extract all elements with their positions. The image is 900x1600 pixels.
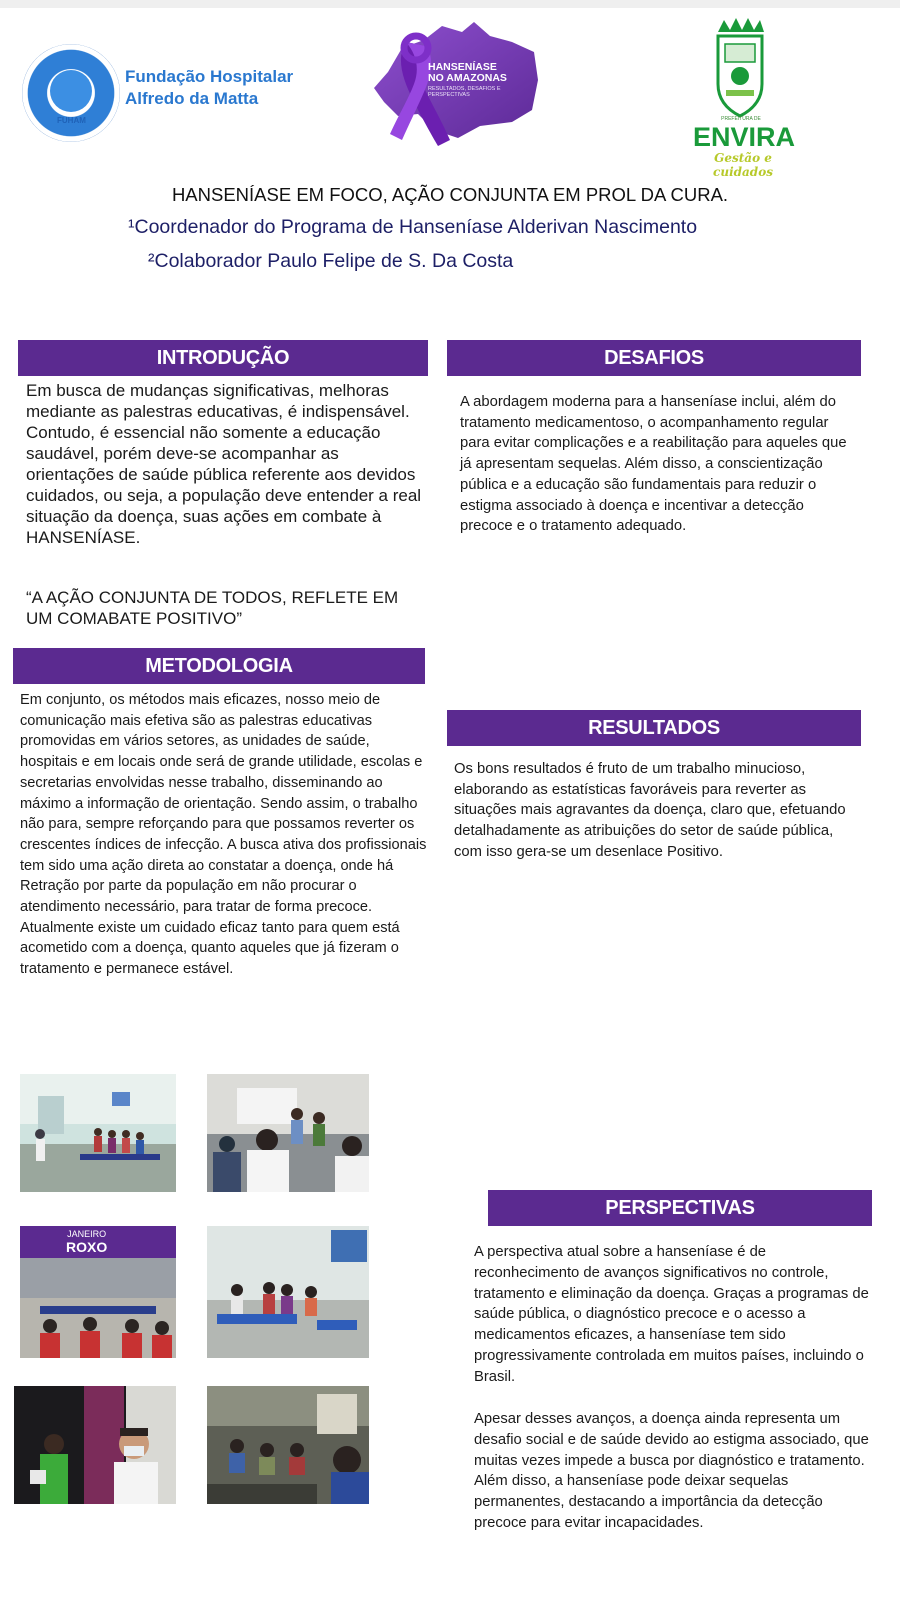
envira-prefix: PREFEITURA DE [721, 116, 761, 122]
photo-janeiro-roxo [20, 1226, 176, 1358]
event-logo-title-line2: NO AMAZONAS [428, 72, 507, 84]
resultados-text: Os bons resultados é fruto de um trabalho minucioso, elaborando as estatísticas favoráveis para reverter as situações mais agravantes da doença, claro que, efetuando detalhadamente as atribuições do setor de saúde pública, com isso gera-se um desenlace Positivo. [454, 761, 846, 860]
photo-meeting-room [207, 1386, 369, 1504]
event-ribbon-logo [362, 18, 542, 150]
photo-staff-masked [14, 1386, 176, 1504]
perspectivas-text-2: Apesar desses avanços, a doença ainda representa um desafio social e de saúde devido ao estigma associado, que muitas vezes impede a busca por diagnóstico e tratamento. Além disso, a hanseníase pode deixar sequelas permanentes, destacando a importância da detecção precoce para evitar incapacidades. [474, 1411, 869, 1531]
section-heading-introducao: INTRODUÇÃO [18, 340, 428, 376]
roxo-label: ROXO [66, 1239, 108, 1255]
top-strip [0, 0, 900, 8]
envira-crest-icon [714, 18, 766, 118]
perspectivas-text-1: A perspectiva atual sobre a hanseníase é de reconhecimento de avanços significativos no controle, tratamento e eliminação da doença. Graças a programas de saúde pública, o diagnóstico precoce e o acesso a medicamentos eficazes, a hanseníase tem sido progressivamente controlada em muitos países, incluindo o Brasil. [474, 1244, 869, 1385]
fuham-logo-emblem [50, 70, 92, 112]
fuham-name [125, 66, 293, 110]
event-logo-title [428, 62, 507, 84]
fuham-name-line2: Alfredo da Matta [125, 89, 259, 108]
desafios-text: A abordagem moderna para a hanseníase inclui, além do tratamento medicamentoso, o acompanhamento regular para evitar complicações e a reabilitação para aqueles que já apresentam sequelas. Além disso, a conscientização pública e a educação são fundamentais para reduzir o estigma associado à doença e incentivar a detecção precoce e o tratamento adequado. [460, 394, 847, 535]
section-heading-metodologia: METODOLOGIA [13, 648, 425, 684]
author-collaborator: ²Colaborador Paulo Felipe de S. Da Costa [148, 250, 514, 272]
photo-lecture [207, 1074, 369, 1192]
metodologia-text: Em conjunto, os métodos mais eficazes, nosso meio de comunicação mais efetiva são as palestras educativas promovidas em vários setores, as unidades de saúde, hospitais e em locais onde será de grande utilidade, escolas e secretarias envolvidas nesse trabalho, disseminando ao máximo a informação de orientação. Sendo assim, o trabalho não para, sempre reforçando para que possamos reverter os crescentes índices de infecção. A busca ativa dos profissionais tem sido uma ação direta ao constatar a doença, onde há Retração por parte da população em não procurar o atendimento necessário, para tratar de forma precoce. Atualmente existe um cuidado eficaz tanto para quem está acometido com a doença, quanto aqueles que já fizeram o tratamento e permanece estável. [20, 692, 427, 978]
janeiro-roxo-label [66, 1228, 107, 1254]
fuham-logo-text: FUHAM [57, 116, 86, 125]
section-heading-resultados: RESULTADOS [447, 710, 861, 746]
event-logo-title-line1: HANSENÍASE [428, 61, 497, 73]
introducao-quote: “A AÇÃO CONJUNTA DE TODOS, REFLETE EM UM COMABATE POSITIVO” [26, 588, 399, 628]
fuham-logo [22, 44, 120, 142]
envira-name: ENVIRA [693, 122, 796, 152]
photo-health-unit-seats [207, 1226, 369, 1358]
janeiro-label: JANEIRO [67, 1229, 107, 1239]
section-heading-perspectivas: PERSPECTIVAS [488, 1190, 872, 1226]
poster-title: HANSENÍASE EM FOCO, AÇÃO CONJUNTA EM PROL DA CURA. [171, 184, 729, 205]
author-coordinator: ¹Coordenador do Programa de Hanseníase Alderivan Nascimento [128, 216, 698, 238]
envira-slogan: Gestão e cuidados [713, 151, 773, 179]
section-heading-desafios: DESAFIOS [447, 340, 861, 376]
fuham-name-line1: Fundação Hospitalar [125, 67, 294, 86]
photo-waiting-room [20, 1074, 176, 1192]
event-logo-subtitle: RESULTADOS, DESAFIOS E PERSPECTIVAS [428, 86, 501, 98]
introducao-text: Em busca de mudanças significativas, melhoras mediante as palestras educativas, é indispensável. Contudo, é essencial não somente a educação saudável, porém deve-se acompanhar as orientações de saúde pública referente aos devidos cuidados, ou seja, a população deve entender a real situação da doença, suas ações em combate à HANSENÍASE. [26, 381, 422, 547]
